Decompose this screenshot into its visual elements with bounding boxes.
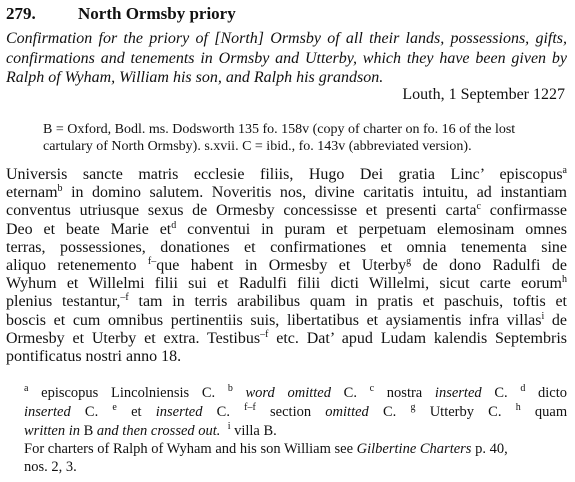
text-fragment: aliquo retenemento [6,257,148,275]
remark-line-2: nos. 2, 3. [24,458,77,475]
text-fragment: etc. Dat’ apud Ludam kalendis Septembris [268,329,568,347]
text-fragment: conventui in puram et perpetuam elemosinam omnes [176,220,568,238]
note-d-italic: inserted [24,404,71,420]
notes-line-3 [24,422,567,441]
notes-line-2 [24,403,567,422]
note-ff-italic: omitted [325,404,369,420]
note-c-tail: C. [481,385,508,401]
note-mark-i: i [541,310,545,322]
editorial-remark [24,441,567,476]
note-mark-a: a [562,165,567,176]
note-h-mid: B [80,423,97,439]
note-d: dicto [525,385,567,401]
source-description [43,121,567,155]
entry-number: 279. [6,4,36,23]
note-mark-c: c [476,201,481,213]
text-fragment: Ormesby et Uterby et extra. Testibus [6,329,261,347]
text-fragment: Wyhum et Willelmi filii sui et Radulfi filii dicti Willelmi, sicut carte eorum [6,275,562,293]
text-fragment: que habent in Ormesby et Uterby [156,257,407,275]
note-label-b: b [227,383,233,394]
notes-line-1 [24,384,567,403]
text-fragment: eternam [6,184,58,202]
note-e-tail: C. [202,404,230,420]
remark-line-1 [24,441,567,459]
remark-work-title: Gilbertine Charters [356,441,472,457]
note-label-d: d [520,383,526,394]
text-fragment: Deo et beate Marie et [6,220,172,238]
remark-text: For charters of Ralph of Wyham and his son William see [24,441,357,457]
note-i: villa B. [230,423,277,439]
note-label-a: a [24,383,29,394]
text-fragment: plenius testantur, [6,293,121,311]
text-line-7 [6,275,567,293]
note-label-g: g [410,402,416,413]
note-c: nostra [374,385,435,401]
remark-page: p. 40, [471,441,508,457]
note-d-tail: C. [70,404,99,420]
note-h-italic: written in [24,423,80,439]
text-fragment: confirmasse [480,202,567,220]
note-label-c: c [369,383,375,394]
text-line-1 [6,166,567,184]
text-fragment: in domino salutem. Noveritis nos, divine caritatis intuitu, ad instantiam [62,184,567,202]
abstract: Confirmation for the priory of [North] Ormsby of all their lands, possessions, gifts, confirmations and tenements in Ormsby and Utterby, which they have been given by Ralph of Wyham, William his son, and Ralph his grandson. [6,30,567,86]
note-b-tail: C. [330,385,357,401]
text-line-6 [6,257,567,275]
note-ff-tail: C. [368,404,397,420]
note-mark-h: h [562,274,567,286]
text-fragment: conventus utriusque sexus de Ormesby concessisse et presenti carta [6,202,477,220]
text-fragment: de dono Radulfi de [411,257,568,275]
text-line-2 [6,184,567,202]
charter-text [6,166,567,366]
note-mark-f-open: f– [147,256,157,268]
note-mark-g: g [406,256,412,268]
text-line-4 [6,221,567,239]
dateline: Louth, 1 September 1227 [402,86,565,103]
note-label-i: i [227,421,231,432]
text-line-8 [6,293,567,311]
note-h-italic-2: and then crossed out. [96,423,221,439]
note-label-ff: f–f [244,402,256,413]
text-fragment: Universis sancte matris ecclesie filiis, Hugo Dei gratia Linc’ episcopus [6,166,563,183]
note-mark-f-close: –f [120,292,129,304]
note-label-e: e [112,402,117,413]
text-line-9 [6,312,567,330]
note-mark-b: b [57,183,63,195]
note-e: et [116,404,156,420]
text-line-5: terras, possessiones, donationes et confirmationes et omnia tenementa sine [6,238,567,256]
text-line-11: pontificatus nostri anno 18. [6,348,182,366]
text-line-3 [6,202,567,220]
source-line-1: B = Oxford, Bodl. ms. Dodsworth 135 fo. 158v (copy of charter on fo. 16 of the lost [43,122,516,137]
critical-notes [24,384,567,441]
note-e-italic: inserted [155,404,203,420]
note-mark-d: d [171,219,177,231]
note-label-h: h [515,402,521,413]
note-a: episcopus Lincolniensis C. [28,385,216,401]
text-line-10 [6,330,567,348]
entry-title: North Ormsby priory [78,4,236,23]
source-line-2: cartulary of North Ormsby). s.xvii. C = ibid., fo. 143v (abbreviated version). [43,139,472,154]
note-ff: section [255,404,326,420]
note-g: Utterby C. [415,404,502,420]
note-h: quam [520,404,568,420]
note-c-italic: inserted [434,385,482,401]
text-fragment: boscis et cum omnibus pertinentiis suis, libertatibus et aysiamentis infra villas [6,311,542,329]
text-fragment: de [544,311,567,329]
note-mark-f-close-2: –f [260,328,269,340]
text-fragment: tam in terris arabilibus quam in pratis et paschuis, toftis et [128,293,568,311]
document-title [6,4,236,24]
note-b: word omitted [245,385,331,401]
